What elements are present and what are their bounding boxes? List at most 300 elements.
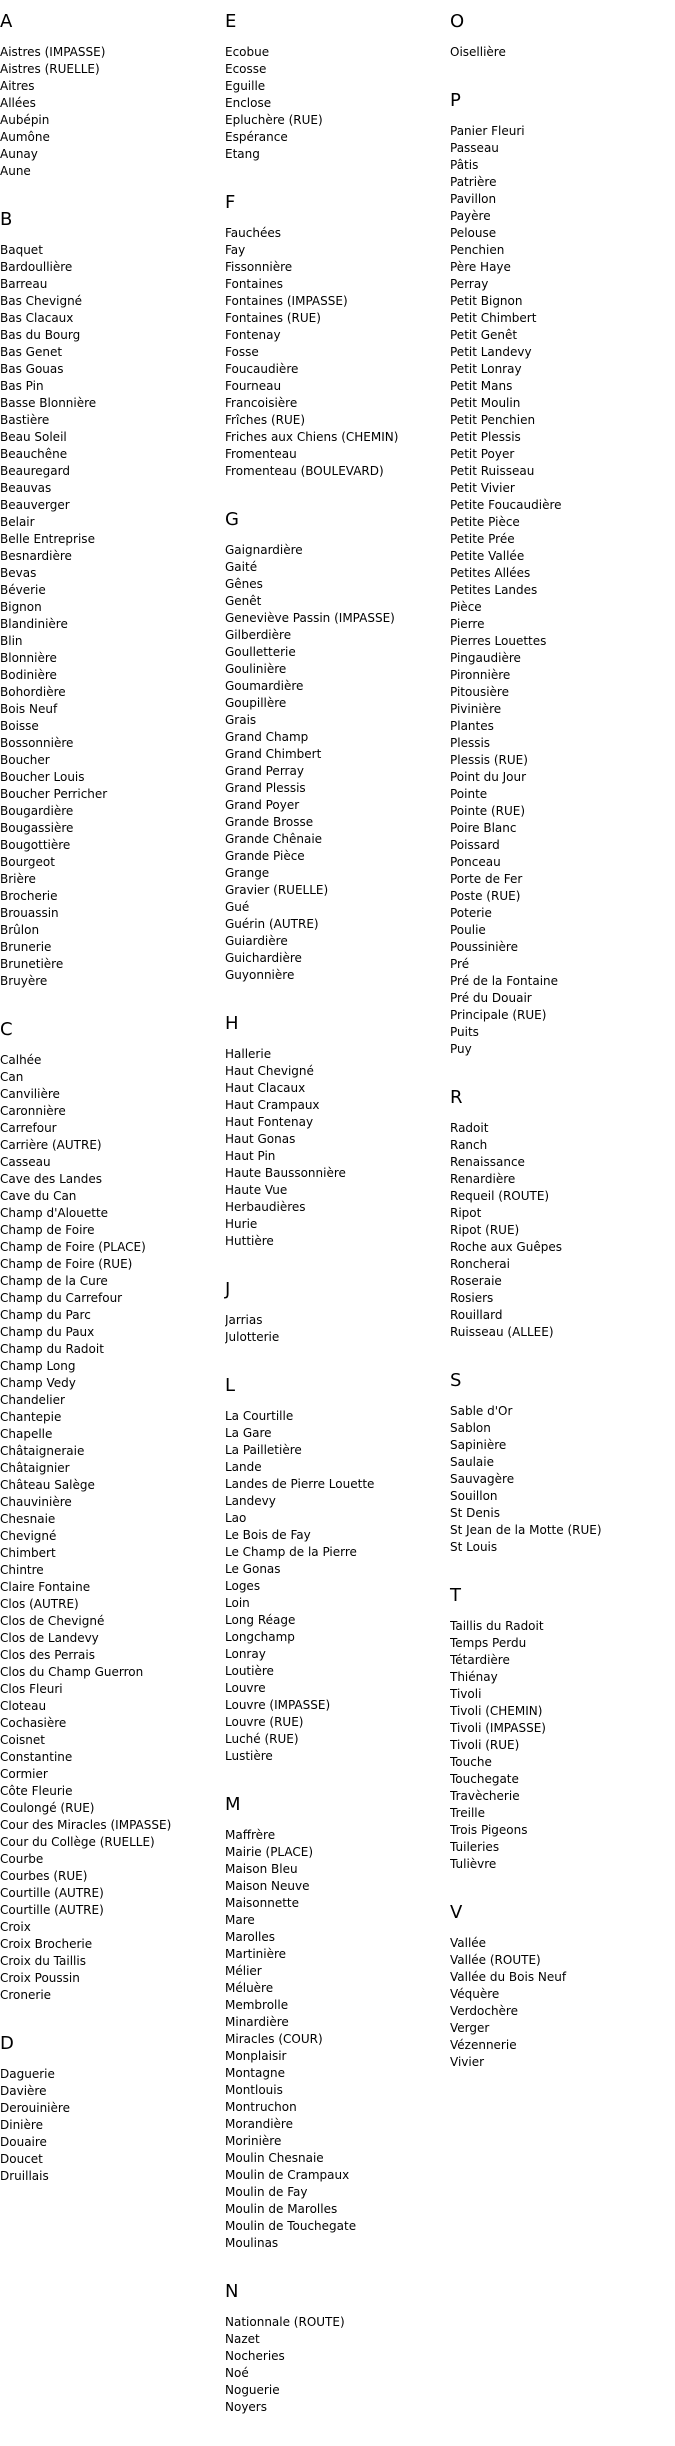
street-name: Perray: [450, 277, 489, 291]
street-name: Le Gonas: [225, 1562, 281, 1576]
street-name: Davière: [0, 2084, 47, 2098]
street-name: Le Bois de Fay: [225, 1528, 311, 1542]
street-name: Courtille (AUTRE): [0, 1886, 104, 1900]
street-name: Tivoli (RUE): [450, 1738, 520, 1752]
street-name: Bas Pin: [0, 379, 44, 393]
section-letter-heading: L: [225, 1375, 236, 1396]
street-name: Pitousière: [450, 685, 509, 699]
street-name: Besnardière: [0, 549, 72, 563]
street-name: Petit Moulin: [450, 396, 521, 410]
street-list: [225, 2314, 450, 2416]
street-list: [225, 542, 450, 984]
street-name: Pivinière: [450, 702, 502, 716]
street-name: Bastière: [0, 413, 50, 427]
street-name: Genêt: [225, 594, 262, 608]
street-name: Champ du Parc: [0, 1308, 91, 1322]
street-name: Renaissance: [450, 1155, 525, 1169]
street-name: Petit Lonray: [450, 362, 522, 376]
street-name: Croix du Taillis: [0, 1954, 86, 1968]
street-name: Goupillère: [225, 696, 287, 710]
street-name: Vézennerie: [450, 2038, 517, 2052]
street-name: Véquère: [450, 1987, 500, 2001]
street-name: Bougardière: [0, 804, 74, 818]
street-list: [450, 44, 675, 61]
street-name: Champ Long: [0, 1359, 76, 1373]
street-name: Champ du Paux: [0, 1325, 95, 1339]
street-name: Louvre: [225, 1681, 266, 1695]
street-name: Bignon: [0, 600, 42, 614]
street-name: Huttière: [225, 1234, 274, 1248]
street-name: Poterie: [450, 906, 492, 920]
street-name: Pavillon: [450, 192, 497, 206]
street-name: Noguerie: [225, 2383, 280, 2397]
street-name: Gaignardière: [225, 543, 303, 557]
street-name: Bruyère: [0, 974, 48, 988]
street-name: Louvre (IMPASSE): [225, 1698, 331, 1712]
street-name: Haut Pin: [225, 1149, 276, 1163]
street-name: Boucher Louis: [0, 770, 85, 784]
street-list: [450, 123, 675, 1058]
street-name: Aitres: [0, 79, 35, 93]
street-name: Champ de Foire (RUE): [0, 1257, 133, 1271]
street-name: Gué: [225, 900, 250, 914]
street-name: Basse Blonnière: [0, 396, 97, 410]
street-name: La Gare: [225, 1426, 272, 1440]
letter-section: [450, 1371, 675, 1556]
street-name: Beauregard: [0, 464, 70, 478]
street-name: Taillis du Radoit: [450, 1619, 544, 1633]
street-name: Verger: [450, 2021, 490, 2035]
street-name: Coisnet: [0, 1733, 45, 1747]
street-name: Grand Champ: [225, 730, 309, 744]
street-name: Loutière: [225, 1664, 274, 1678]
street-name: Montlouis: [225, 2083, 283, 2097]
street-name: Vivier: [450, 2055, 485, 2069]
section-letter-heading: B: [0, 209, 13, 230]
street-name: Clos de Landevy: [0, 1631, 99, 1645]
street-name: Hallerie: [225, 1047, 272, 1061]
street-name: Courbe: [0, 1852, 44, 1866]
street-name: Bas Clacaux: [0, 311, 74, 325]
street-name: Fontaines (RUE): [225, 311, 321, 325]
street-name: Bodinière: [0, 668, 57, 682]
street-name: Sable d'Or: [450, 1404, 513, 1418]
street-name: Francoisière: [225, 396, 298, 410]
street-name: Haut Fontenay: [225, 1115, 314, 1129]
street-name: Foucaudière: [225, 362, 299, 376]
street-name: Champ du Carrefour: [0, 1291, 123, 1305]
street-name: Saulaie: [450, 1455, 494, 1469]
street-name: Requeil (ROUTE): [450, 1189, 550, 1203]
section-letter-heading: H: [225, 1013, 239, 1034]
street-name: Tuileries: [450, 1840, 500, 1854]
street-name: Doucet: [0, 2152, 43, 2166]
street-name: Vallée: [450, 1936, 487, 1950]
street-name: Lao: [225, 1511, 247, 1525]
letter-section: [450, 1586, 675, 1873]
letter-section: [450, 91, 675, 1058]
street-name: Puy: [450, 1042, 472, 1056]
street-name: Ripot: [450, 1206, 482, 1220]
street-list: [225, 1312, 450, 1346]
letter-section: [225, 2282, 450, 2416]
street-name: Carrière (AUTRE): [0, 1138, 102, 1152]
street-name: Plessis (RUE): [450, 753, 528, 767]
street-name: Petite Prée: [450, 532, 515, 546]
street-name: Etang: [225, 147, 260, 161]
street-name: Ruisseau (ALLEE): [450, 1325, 554, 1339]
street-name: Friches aux Chiens (CHEMIN): [225, 430, 399, 444]
street-name: Coulongé (RUE): [0, 1801, 95, 1815]
street-name: Clos du Champ Guerron: [0, 1665, 144, 1679]
street-name: Bourgeot: [0, 855, 55, 869]
street-name: Pierre: [450, 617, 485, 631]
street-name: Treille: [450, 1806, 486, 1820]
letter-section: [0, 12, 225, 180]
street-name: Clos (AUTRE): [0, 1597, 79, 1611]
street-name: St Denis: [450, 1506, 500, 1520]
street-name: Croix Brocherie: [0, 1937, 93, 1951]
street-name: Chandelier: [0, 1393, 65, 1407]
street-name: Beauchêne: [0, 447, 68, 461]
street-name: Point du Jour: [450, 770, 527, 784]
street-name: Carrefour: [0, 1121, 57, 1135]
street-name: Clos de Chevigné: [0, 1614, 105, 1628]
street-name: Béverie: [0, 583, 46, 597]
street-name: Guérin (AUTRE): [225, 917, 319, 931]
street-name: Epluchère (RUE): [225, 113, 323, 127]
street-name: Lonray: [225, 1647, 266, 1661]
street-name: Tulièvre: [450, 1857, 497, 1871]
street-name: Pierres Louettes: [450, 634, 547, 648]
street-name: Le Champ de la Pierre: [225, 1545, 357, 1559]
street-name: Thiénay: [450, 1670, 498, 1684]
street-name: Panier Fleuri: [450, 124, 525, 138]
street-name: Maisonnette: [225, 1896, 300, 1910]
street-name: Boucher Perricher: [0, 787, 108, 801]
street-name: Puits: [450, 1025, 479, 1039]
street-name: Petit Genêt: [450, 328, 518, 342]
street-name: Haute Vue: [225, 1183, 288, 1197]
street-name: Fontenay: [225, 328, 281, 342]
street-name: Petit Bignon: [450, 294, 523, 308]
street-name: Petites Landes: [450, 583, 538, 597]
street-name: Landevy: [225, 1494, 276, 1508]
street-list: [225, 1408, 450, 1765]
street-name: Vallée (ROUTE): [450, 1953, 541, 1967]
street-name: Miracles (COUR): [225, 2032, 323, 2046]
street-name: Petit Plessis: [450, 430, 521, 444]
section-letter-heading: T: [450, 1585, 461, 1606]
street-name: Poste (RUE): [450, 889, 521, 903]
street-name: Fissonnière: [225, 260, 293, 274]
letter-section: [0, 2034, 225, 2185]
street-name: Guichardière: [225, 951, 302, 965]
street-name: Poissard: [450, 838, 500, 852]
street-name: Moulinas: [225, 2236, 279, 2250]
street-name: Petit Poyer: [450, 447, 515, 461]
street-name: Champ Vedy: [0, 1376, 76, 1390]
street-name: Cave des Landes: [0, 1172, 102, 1186]
street-name: Pingaudière: [450, 651, 521, 665]
section-letter-heading: J: [225, 1279, 231, 1300]
street-name: Grande Chênaie: [225, 832, 323, 846]
street-name: Morinière: [225, 2134, 282, 2148]
street-name: Petite Pièce: [450, 515, 520, 529]
index-column-3: [450, 0, 675, 2101]
street-name: Côte Fleurie: [0, 1784, 73, 1798]
street-name: Nationnale (ROUTE): [225, 2315, 345, 2329]
street-name: Landes de Pierre Louette: [225, 1477, 375, 1491]
street-name: Plessis: [450, 736, 491, 750]
street-name: Nocheries: [225, 2349, 285, 2363]
street-name: Goumardière: [225, 679, 304, 693]
street-name: Aistres (IMPASSE): [0, 45, 106, 59]
street-name: Lande: [225, 1460, 262, 1474]
street-name: Bougassière: [0, 821, 74, 835]
street-name: Luché (RUE): [225, 1732, 299, 1746]
street-name: Tivoli (IMPASSE): [450, 1721, 546, 1735]
street-name: Haut Gonas: [225, 1132, 296, 1146]
street-name: Maison Bleu: [225, 1862, 298, 1876]
street-name: Bas du Bourg: [0, 328, 81, 342]
street-list: [450, 1618, 675, 1873]
street-name: Herbaudières: [225, 1200, 306, 1214]
section-letter-heading: M: [225, 1794, 241, 1815]
street-name: Aunay: [0, 147, 38, 161]
street-name: Père Haye: [450, 260, 511, 274]
street-name: Trois Pigeons: [450, 1823, 528, 1837]
letter-section: [225, 510, 450, 984]
street-name: Caronnière: [0, 1104, 66, 1118]
street-name: Fontaines (IMPASSE): [225, 294, 348, 308]
street-name: Châtaigneraie: [0, 1444, 85, 1458]
street-name: Patrière: [450, 175, 497, 189]
street-name: Clos des Perrais: [0, 1648, 95, 1662]
street-name: Canvilière: [0, 1087, 60, 1101]
street-name: Moulin de Fay: [225, 2185, 308, 2199]
street-name: Vallée du Bois Neuf: [450, 1970, 567, 1984]
street-name: Boisse: [0, 719, 39, 733]
section-letter-heading: C: [0, 1019, 13, 1040]
section-letter-heading: G: [225, 509, 239, 530]
street-name: Bossonnière: [0, 736, 74, 750]
street-name: Cochasière: [0, 1716, 67, 1730]
street-name: Goulinière: [225, 662, 287, 676]
street-list: [0, 44, 225, 180]
index-column-1: [0, 0, 225, 2215]
street-name: Rosiers: [450, 1291, 494, 1305]
letter-section: [225, 12, 450, 163]
section-letter-heading: F: [225, 192, 236, 213]
section-letter-heading: O: [450, 11, 465, 32]
street-name: Passeau: [450, 141, 499, 155]
street-name: Bohordière: [0, 685, 66, 699]
street-name: Chevigné: [0, 1529, 57, 1543]
street-name: Cour des Miracles (IMPASSE): [0, 1818, 172, 1832]
street-name: Montruchon: [225, 2100, 297, 2114]
street-name: Belair: [0, 515, 35, 529]
street-name: Pironnière: [450, 668, 511, 682]
street-name: Hurie: [225, 1217, 258, 1231]
street-name: Oisellière: [450, 45, 506, 59]
street-name: Noé: [225, 2366, 249, 2380]
street-name: Gênes: [225, 577, 263, 591]
street-name: Can: [0, 1070, 24, 1084]
street-name: Souillon: [450, 1489, 498, 1503]
street-name: Courtille (AUTRE): [0, 1903, 104, 1917]
street-name: Constantine: [0, 1750, 73, 1764]
street-name: Fontaines: [225, 277, 284, 291]
street-name: St Jean de la Motte (RUE): [450, 1523, 602, 1537]
street-name: Payère: [450, 209, 491, 223]
street-name: Penchien: [450, 243, 505, 257]
street-name: Geneviève Passin (IMPASSE): [225, 611, 395, 625]
street-name: Cronerie: [0, 1988, 52, 2002]
street-name: Brunetière: [0, 957, 64, 971]
street-name: Courbes (RUE): [0, 1869, 88, 1883]
street-name: Chimbert: [0, 1546, 56, 1560]
street-name: Frîches (RUE): [225, 413, 306, 427]
street-name: Chantepie: [0, 1410, 62, 1424]
street-name: Champ d'Alouette: [0, 1206, 109, 1220]
street-name: Sapinière: [450, 1438, 507, 1452]
street-name: Principale (RUE): [450, 1008, 547, 1022]
street-name: Gravier (RUELLE): [225, 883, 329, 897]
street-list: [0, 1052, 225, 2004]
street-name: Beau Soleil: [0, 430, 67, 444]
street-name: Marolles: [225, 1930, 276, 1944]
street-name: Touchegate: [450, 1772, 519, 1786]
street-name: Poussinière: [450, 940, 518, 954]
street-name: Montagne: [225, 2066, 285, 2080]
street-name: Clos Fleuri: [0, 1682, 63, 1696]
street-name: Grand Plessis: [225, 781, 306, 795]
street-name: Beauverger: [0, 498, 70, 512]
street-name: Plantes: [450, 719, 494, 733]
street-name: Brière: [0, 872, 36, 886]
street-name: Ecosse: [225, 62, 267, 76]
street-name: Méluère: [225, 1981, 274, 1995]
street-name: Louvre (RUE): [225, 1715, 304, 1729]
street-name: Claire Fontaine: [0, 1580, 91, 1594]
street-name: Petit Vivier: [450, 481, 515, 495]
street-list: [225, 1046, 450, 1250]
street-name: Tivoli: [450, 1687, 482, 1701]
street-name: Casseau: [0, 1155, 51, 1169]
letter-section: [225, 1280, 450, 1346]
street-list: [0, 242, 225, 990]
street-name: Blandinière: [0, 617, 68, 631]
street-name: Grande Pièce: [225, 849, 305, 863]
street-name: Haut Clacaux: [225, 1081, 306, 1095]
street-name: Brûlon: [0, 923, 40, 937]
street-name: Goulletterie: [225, 645, 296, 659]
street-name: Sauvagère: [450, 1472, 515, 1486]
street-name: Petite Vallée: [450, 549, 525, 563]
street-list: [225, 225, 450, 480]
section-letter-heading: S: [450, 1370, 462, 1391]
section-letter-heading: R: [450, 1087, 463, 1108]
street-name: Loin: [225, 1596, 250, 1610]
street-name: Petit Chimbert: [450, 311, 537, 325]
street-list: [450, 1935, 675, 2071]
street-name: Blin: [0, 634, 23, 648]
street-name: Pré du Douair: [450, 991, 532, 1005]
section-letter-heading: D: [0, 2033, 14, 2054]
street-name: Douaire: [0, 2135, 47, 2149]
street-list: [0, 2066, 225, 2185]
street-name: Dinière: [0, 2118, 43, 2132]
street-name: Petite Foucaudière: [450, 498, 562, 512]
street-name: Champ de Foire (PLACE): [0, 1240, 146, 1254]
street-name: Petit Ruisseau: [450, 464, 535, 478]
street-name: St Louis: [450, 1540, 498, 1554]
street-name: Chesnaie: [0, 1512, 56, 1526]
street-name: Bevas: [0, 566, 37, 580]
letter-section: [225, 193, 450, 480]
street-name: Bas Genet: [0, 345, 63, 359]
section-letter-heading: N: [225, 2281, 239, 2302]
street-name: Boucher: [0, 753, 50, 767]
street-name: Moulin de Crampaux: [225, 2168, 350, 2182]
street-name: Chintre: [0, 1563, 44, 1577]
street-name: Petit Landevy: [450, 345, 532, 359]
street-name: Enclose: [225, 96, 272, 110]
street-name: Gilberdière: [225, 628, 292, 642]
street-name: Mélier: [225, 1964, 262, 1978]
street-name: Moulin de Touchegate: [225, 2219, 357, 2233]
letter-section: [0, 1020, 225, 2004]
street-name: Château Salège: [0, 1478, 95, 1492]
street-name: Loges: [225, 1579, 261, 1593]
street-name: Bas Gouas: [0, 362, 64, 376]
section-letter-heading: P: [450, 90, 461, 111]
street-name: Verdochère: [450, 2004, 518, 2018]
street-name: Minardière: [225, 2015, 289, 2029]
street-name: Temps Perdu: [450, 1636, 527, 1650]
street-name: Croix Poussin: [0, 1971, 80, 1985]
street-name: Aune: [0, 164, 31, 178]
street-name: Grand Perray: [225, 764, 304, 778]
street-name: Calhée: [0, 1053, 42, 1067]
letter-section: [225, 1376, 450, 1765]
street-name: Beauvas: [0, 481, 52, 495]
letter-section: [0, 210, 225, 990]
street-name: Grange: [225, 866, 270, 880]
street-name: Cloteau: [0, 1699, 47, 1713]
street-name: Sablon: [450, 1421, 491, 1435]
street-name: Ranch: [450, 1138, 488, 1152]
street-list: [450, 1120, 675, 1341]
section-letter-heading: A: [0, 11, 13, 32]
street-name: Moulin Chesnaie: [225, 2151, 324, 2165]
street-name: Fay: [225, 243, 246, 257]
street-name: Gaité: [225, 560, 258, 574]
street-name: Mairie (PLACE): [225, 1845, 314, 1859]
street-name: Bougottière: [0, 838, 71, 852]
street-name: Brouassin: [0, 906, 59, 920]
street-name: Espérance: [225, 130, 288, 144]
street-name: Travècherie: [450, 1789, 520, 1803]
street-name: Longchamp: [225, 1630, 295, 1644]
street-name: Brunerie: [0, 940, 52, 954]
letter-section: [225, 1014, 450, 1250]
street-name: Châtaignier: [0, 1461, 70, 1475]
street-list: [450, 1403, 675, 1556]
street-name: Maffrère: [225, 1828, 276, 1842]
street-name: Roncherai: [450, 1257, 510, 1271]
